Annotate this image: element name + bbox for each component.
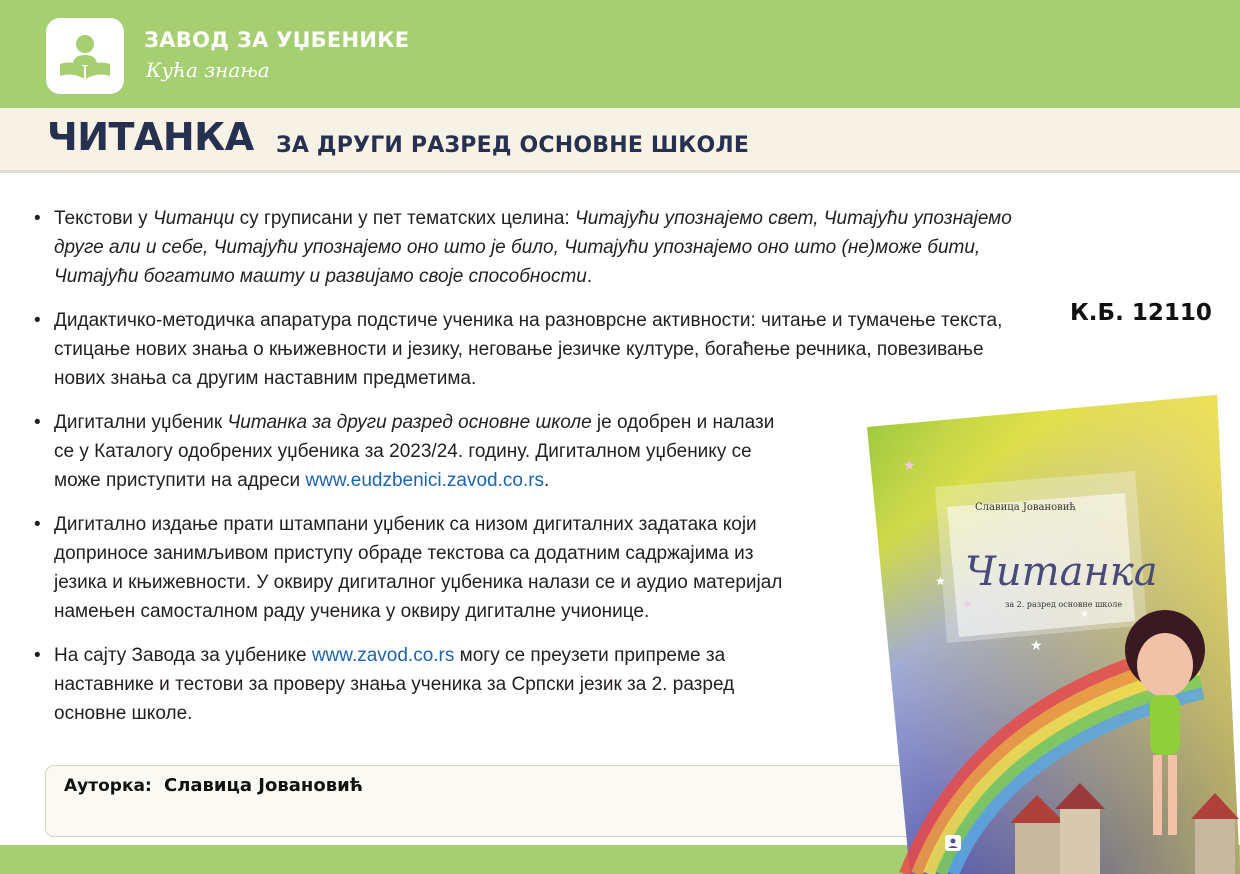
eudzbenici-link[interactable]: www.eudzbenici.zavod.co.rs xyxy=(305,470,545,491)
bullet-text: језика и књижевности. У оквиру дигиталног уџбеника налази се и аудио материјал xyxy=(54,572,783,593)
bullet-italic-text: Читанка за други разред основне школе xyxy=(227,412,592,433)
bullet-text: доприносе занимљивом приступу обраде текстова са додатним садржајима из xyxy=(54,543,754,564)
bullet-dot: • xyxy=(34,645,41,666)
list-item xyxy=(30,641,874,728)
bullet-text: . xyxy=(544,470,550,491)
svg-text:★: ★ xyxy=(1030,638,1043,654)
bullet-dot: • xyxy=(34,412,41,433)
publisher-logo[interactable] xyxy=(46,18,124,94)
bullet-dot: • xyxy=(34,208,41,229)
bullet-text: је одобрен и налази xyxy=(591,412,775,433)
catalog-number: К.Б. 12110 xyxy=(1070,300,1212,326)
bullet-text: могу се преузети припреме за xyxy=(454,645,726,666)
bullet-text: Дигитални уџбеник xyxy=(54,412,228,433)
cover-subtitle: за 2. разред основне школе xyxy=(1005,600,1123,609)
list-item xyxy=(30,204,1030,291)
bullet-text: наставнике и тестови за проверу знања ученика за Српски језик за 2. xyxy=(54,674,668,695)
bullet-dot: • xyxy=(34,310,41,331)
reader-book-icon xyxy=(46,18,124,94)
publisher-name: ЗАВОД ЗА УЏБЕНИКЕ xyxy=(144,28,410,52)
book-title: ЧИТАНКА xyxy=(47,115,254,159)
bullet-italic-text: Читајући упознајемо свет, Читајући упознајемо друге али и себе, Читајући упознајемо оно што је било, Читајући упознајемо оно што (не)може бити, Читајући богатимо машту и развијамо своје способности xyxy=(54,208,1012,287)
svg-text:★: ★ xyxy=(903,458,916,474)
bullet-text: Дидактичко-методичка апаратура подстиче ученика на разноврсне активности: читање и тумачење текста, стицање нових знања о књижевности и језику, неговање језичке културе, богаћење речника, повезивање нових знања са другим наставним предметима. xyxy=(54,310,1003,389)
bullet-text: Текстови у xyxy=(54,208,153,229)
bullet-text: намењен самосталном раду ученика у оквиру дигиталне учионице. xyxy=(54,601,650,622)
bullet-text: основне школе. xyxy=(54,703,193,724)
author-label: Ауторка: xyxy=(64,776,152,796)
svg-text:★: ★ xyxy=(935,574,946,588)
publisher-tagline: Кућа знања xyxy=(146,58,270,82)
bullet-text: може приступити на адреси xyxy=(54,470,306,491)
bullet-text: На сајту Завода за уџбенике xyxy=(54,645,312,666)
svg-text:★: ★ xyxy=(963,599,972,610)
bullet-italic-text: Читанци xyxy=(152,208,235,229)
list-item xyxy=(30,510,884,626)
zavod-link[interactable]: www.zavod.co.rs xyxy=(311,645,455,666)
bullet-text: . xyxy=(586,266,593,287)
bullet-text: су груписани у пет тематских целина: xyxy=(234,208,575,229)
bullet-text: се у Каталогу одобрених уџбеника за 2023/24. годину. Дигиталном уџбенику се xyxy=(54,441,752,462)
author-name: Славица Јовановић xyxy=(164,775,363,796)
bullet-text: Дигитално издање прати штампани уџбеник са низом дигиталних задатака који xyxy=(54,514,757,535)
list-item xyxy=(30,306,1030,393)
bullet-text: разред xyxy=(672,674,735,695)
svg-text:★: ★ xyxy=(1080,609,1089,620)
bullet-dot: • xyxy=(34,514,41,535)
cover-title: Читанка xyxy=(965,549,1158,595)
header-bar xyxy=(0,0,1240,108)
book-subtitle: ЗА ДРУГИ РАЗРЕД ОСНОВНЕ ШКОЛЕ xyxy=(276,133,750,158)
book-cover-image xyxy=(865,395,1240,874)
list-item xyxy=(30,408,874,495)
cover-author: Славица Јовановић xyxy=(975,502,1076,513)
